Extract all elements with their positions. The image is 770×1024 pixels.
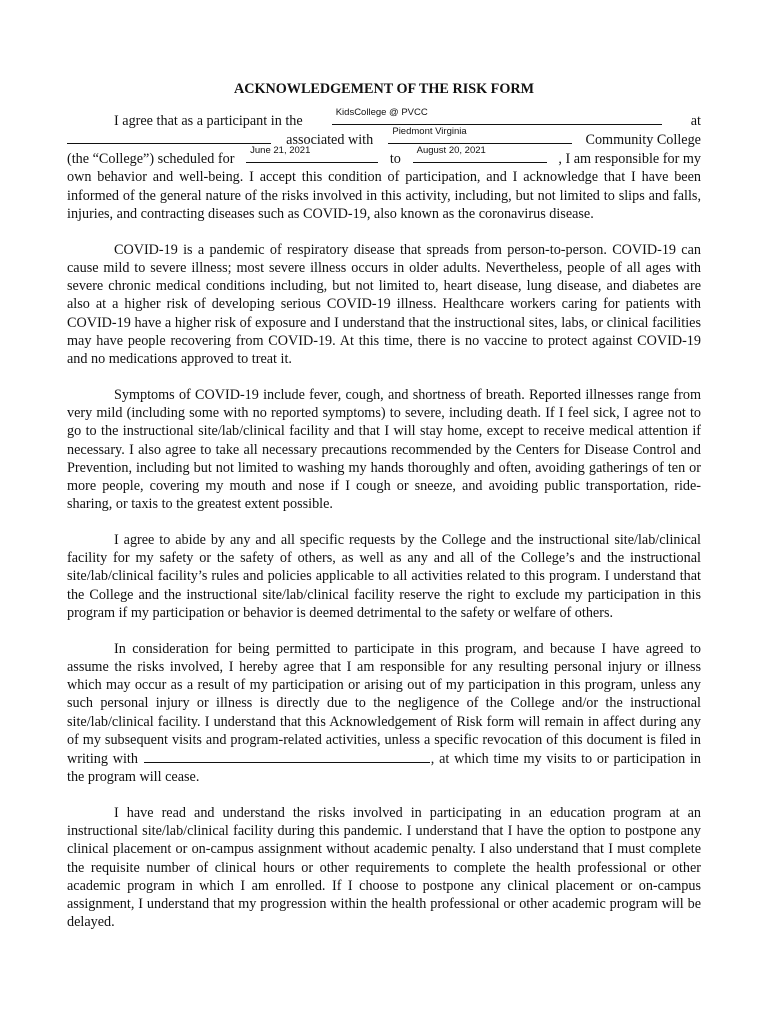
college-value: Piedmont Virginia	[392, 126, 467, 138]
p5-text-a: In consideration for being permitted to participate in this program, and because I have agreed to assume the risks involved, I hereby agree that I am responsible for any resulting personal injury or illness which may occur as a result of my participation or arising out of my participation in this program, unless any such personal injury or illness is directly due to the negligence of the College and/or the instructional site/lab/clinical facility. I understand that this Acknowledgement of Risk form will remain in affect during any of my subsequent visits and program-related activities, unless a specific revocation of this document is filed in writing with	[67, 640, 701, 767]
program-value: KidsCollege @ PVCC	[335, 107, 428, 118]
p1-text-b: at	[690, 113, 701, 129]
start-date-field[interactable]	[246, 145, 378, 163]
paragraph-participation	[67, 107, 701, 223]
p1-text-a: I agree that as a participant in the	[114, 113, 303, 129]
revocation-field[interactable]	[144, 749, 430, 763]
p5-text-b: , at which time my visits to or participation in the program will cease.	[67, 750, 701, 785]
document-page	[67, 80, 701, 949]
line-1	[67, 107, 701, 130]
p1-text-e: (the “College”) scheduled for	[67, 151, 235, 168]
p1-text-g: , I am responsible for my	[558, 151, 701, 168]
paragraph-covid-info: COVID-19 is a pandemic of respiratory disease that spreads from person-to-person. COVID-19 can cause mild to severe illness; most severe illness occurs in older adults. Nevertheless, people of all ages with severe chronic medical conditions including, but not limited to, heart disease, lung disease, and diabetes are also at a higher risk of developing serious COVID-19 illness. Healthcare workers caring for patients with COVID-19 have a higher risk of exposure and I understand that the instructional sites, labs, or clinical facilities may have people recovering from COVID-19. At this time, there is no vaccine to protect against COVID-19 and no medications approved to treat it.	[67, 241, 701, 367]
paragraph-abide: I agree to abide by any and all specific requests by the College and the instructional site/lab/clinical facility for my safety or the safety of others, as well as any and all of the College’s and the instructional site/lab/clinical facility’s rules and policies applicable to all activities related to this program. I understand that the College and the instructional site/lab/clinical facility reserve the right to exclude my participation in this program if my participation or behavior is deemed detrimental to the safety or welfare of others.	[67, 532, 701, 621]
line-3	[67, 145, 701, 168]
paragraph-consideration	[67, 640, 701, 786]
participant-field[interactable]	[67, 130, 271, 144]
p1-text-h: own behavior and well-being. I accept this condition of participation, and I acknowledge that I have been informed of the general nature of the risks involved in this activity, including, but not limited to slips and falls, injuries, and contracting diseases such as COVID-19, also known as the coronavirus disease.	[67, 169, 701, 222]
start-date-value: June 21, 2021	[250, 145, 311, 157]
program-field[interactable]	[332, 107, 662, 125]
paragraph-understanding: I have read and understand the risks involved in participating in an education program at an instructional site/lab/clinical facility during this pandemic. I understand that I have the option to postpone any clinical placement or on-campus assignment without academic penalty. I also understand that I must complete the requisite number of clinical hours or other requirements to complete the health professional or other academic program in which I am enrolled. If I choose to postpone any clinical placement or on-campus assignment, I understand that my progression within the health professional or other academic program will be delayed.	[67, 805, 701, 931]
p1-text-f: to	[389, 151, 401, 168]
paragraph-symptoms: Symptoms of COVID-19 include fever, cough, and shortness of breath. Reported illnesses range from very mild (including some with no reported symptoms) to severe, including death. If I feel sick, I agree not to go to the instructional site/lab/clinical facility and that I will stay home, except to receive medical attention if necessary. I also agree to take all necessary precautions recommended by the Centers for Disease Control and Prevention, including but not limited to washing my hands thoroughly and often, avoiding gatherings of ten or more people, covering my mouth and nose if I cough or sneeze, and avoiding public transportation, ride-sharing, or taxis to the greatest extent possible.	[67, 387, 701, 512]
college-field[interactable]	[388, 126, 572, 144]
p1-text-c: associated with	[286, 132, 374, 149]
form-title: ACKNOWLEDGEMENT OF THE RISK FORM	[233, 81, 535, 97]
p1-text-d: Community College	[585, 132, 701, 149]
line-2	[67, 126, 701, 149]
end-date-field[interactable]	[413, 145, 547, 163]
end-date-value: August 20, 2021	[416, 145, 486, 157]
